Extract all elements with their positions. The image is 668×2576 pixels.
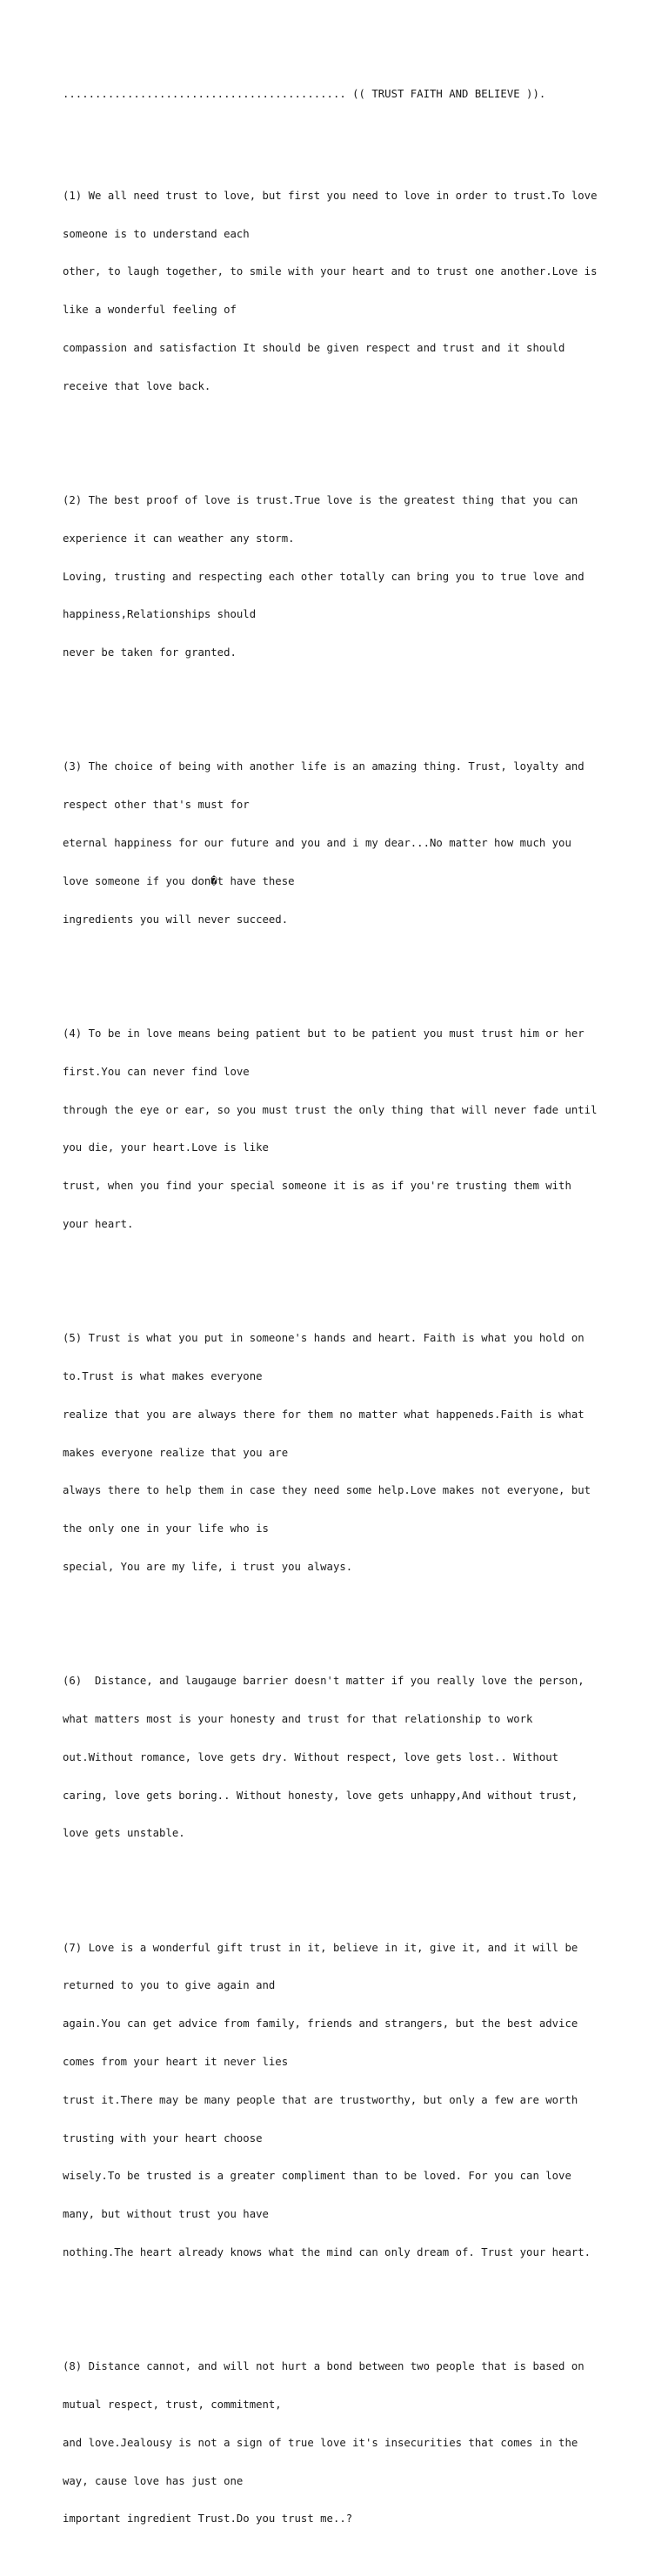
- paragraph-line: realize that you are always there for them no matter what happeneds.Faith is what: [63, 1408, 584, 1421]
- paragraph-line: mutual respect, trust, commitment,: [63, 2399, 282, 2412]
- paragraph-line: your heart.: [63, 1217, 134, 1230]
- paragraph-line: trust, when you find your special someone it is as if you're trusting them with: [63, 1180, 571, 1193]
- paragraph-line: (8) Distance cannot, and will not hurt a bond between two people that is based on: [63, 2360, 584, 2373]
- paragraph-line: special, You are my life, i trust you always.: [63, 1560, 353, 1573]
- paragraph-line: out.Without romance, love gets dry. Without respect, love gets lost.. Without: [63, 1750, 559, 1763]
- paragraph-line: never be taken for granted.: [63, 646, 237, 659]
- paragraph-line: you die, your heart.Love is like: [63, 1141, 269, 1154]
- paragraph-line: experience it can weather any storm.: [63, 532, 295, 545]
- paragraph-line: trusting with your heart choose: [63, 2131, 263, 2144]
- paragraph-7: [63, 1917, 619, 2285]
- paragraph-1: [63, 164, 619, 418]
- paragraph-line: to.Trust is what makes everyone: [63, 1369, 263, 1382]
- paragraph-line: way, cause love has just one: [63, 2474, 244, 2487]
- paragraph-line: compassion and satisfaction It should be given respect and trust and it should: [63, 341, 565, 354]
- paragraph-line: the only one in your life who is: [63, 1522, 269, 1536]
- paragraph-line: first.You can never find love: [63, 1065, 250, 1078]
- paragraph-4: [63, 1002, 619, 1256]
- paragraph-line: happiness,Relationships should: [63, 608, 257, 621]
- paragraph-5: [63, 1307, 619, 1599]
- paragraph-line: many, but without trust you have: [63, 2208, 269, 2221]
- paragraph-line: other, to laugh together, to smile with your heart and to trust one another.Love is: [63, 265, 598, 278]
- paragraph-line: like a wonderful feeling of: [63, 304, 237, 317]
- paragraph-line: (6) Distance, and laugauge barrier doesn't matter if you really love the person,: [63, 1675, 584, 1688]
- document-page: [63, 63, 619, 2576]
- paragraph-8: [63, 2335, 619, 2551]
- paragraph-line: eternal happiness for our future and you and i my dear...No matter how much you: [63, 837, 571, 850]
- paragraph-6: [63, 1649, 619, 1865]
- paragraph-line: returned to you to give again and: [63, 1979, 276, 1992]
- paragraph-line: (7) Love is a wonderful gift trust in it, believe in it, give it, and it will be: [63, 1941, 578, 1954]
- paragraph-line: someone is to understand each: [63, 227, 250, 240]
- paragraph-line: and love.Jealousy is not a sign of true love it's insecurities that comes in the: [63, 2436, 578, 2449]
- paragraph-line: respect other that's must for: [63, 799, 250, 812]
- paragraph-line: receive that love back.: [63, 379, 211, 392]
- document-title: ............................................ (( TRUST FAITH AND BELIEVE )).: [63, 88, 546, 101]
- paragraph-line: (3) The choice of being with another life is an amazing thing. Trust, loyalty and: [63, 760, 584, 773]
- paragraph-line: (1) We all need trust to love, but first you need to love in order to trust.To love: [63, 189, 598, 202]
- paragraph-line: comes from your heart it never lies: [63, 2056, 289, 2069]
- paragraph-line: trust it.There may be many people that are trustworthy, but only a few are worth: [63, 2093, 578, 2106]
- paragraph-line: (2) The best proof of love is trust.True love is the greatest thing that you can: [63, 494, 578, 506]
- paragraph-line: again.You can get advice from family, friends and strangers, but the best advice: [63, 2017, 578, 2031]
- paragraph-line: important ingredient Trust.Do you trust me..?: [63, 2512, 353, 2526]
- paragraph-line: wisely.To be trusted is a greater compliment than to be loved. For you can love: [63, 2170, 571, 2183]
- paragraph-line: what matters most is your honesty and trust for that relationship to work: [63, 1713, 533, 1725]
- paragraph-line: caring, love gets boring.. Without honesty, love gets unhappy,And without trust,: [63, 1789, 578, 1802]
- paragraph-line: makes everyone realize that you are: [63, 1446, 289, 1459]
- paragraph-line: love gets unstable.: [63, 1827, 185, 1840]
- paragraph-line: (4) To be in love means being patient but to be patient you must trust him or her: [63, 1027, 584, 1040]
- paragraph-line: love someone if you don�t have these: [63, 874, 295, 887]
- paragraph-line: Loving, trusting and respecting each other totally can bring you to true love and: [63, 570, 584, 583]
- paragraph-line: nothing.The heart already knows what the mind can only dream of. Trust your heart.: [63, 2245, 591, 2258]
- paragraph-line: through the eye or ear, so you must trust the only thing that will never fade until: [63, 1103, 598, 1116]
- paragraph-line: ingredients you will never succeed.: [63, 913, 289, 926]
- paragraph-line: (5) Trust is what you put in someone's hands and heart. Faith is what you hold on: [63, 1332, 584, 1345]
- paragraph-2: [63, 469, 619, 685]
- paragraph-3: [63, 735, 619, 951]
- paragraph-line: always there to help them in case they need some help.Love makes not everyone, but: [63, 1484, 591, 1497]
